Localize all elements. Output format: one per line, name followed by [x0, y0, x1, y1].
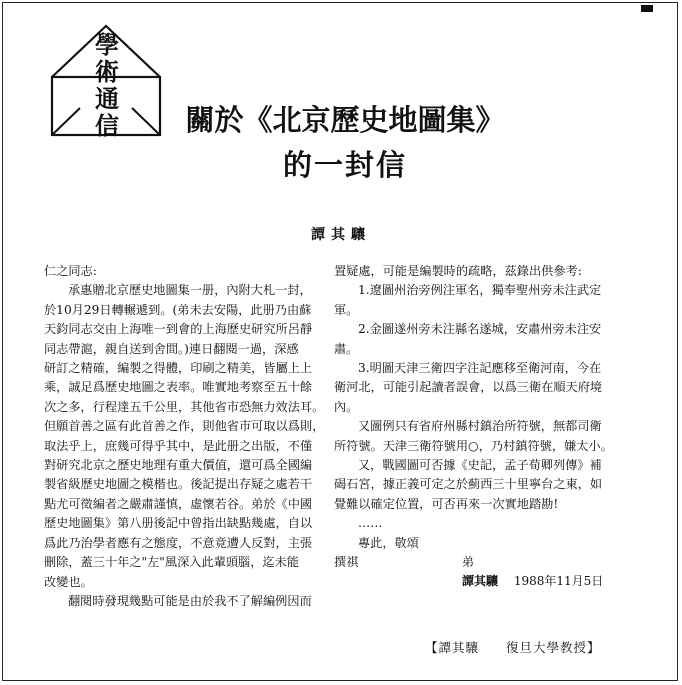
text-line: 軍。 [334, 302, 359, 317]
signature-name: 譚其驤 [462, 574, 499, 588]
signature-block [462, 553, 603, 591]
text-line: 內。 [334, 399, 359, 414]
list-item: 2.金圖遂州旁未注縣名遂城，安肅州旁未注安 [358, 322, 602, 337]
left-column [44, 262, 325, 611]
text-line: 覺難以確定位置，可否再來一次實地踏勘! [334, 496, 559, 511]
text-line: 點尤可徵編者之嚴肅謹慎，虛懷若谷。弟於《中國 [44, 496, 313, 511]
text-line: 但願首善之區有此首善之作，則他省市可取以爲則， [44, 419, 325, 434]
closing-wish: 撰祺 [334, 555, 359, 570]
academic-correspondence-logo [50, 22, 165, 142]
corner-mark [641, 5, 653, 12]
text-line: 肅。 [334, 341, 359, 356]
salutation: 仁之同志: [44, 264, 97, 278]
text-line: 天鈞同志交由上海唯一到會的上海歷史研究所呂靜 [44, 322, 313, 337]
text-line: 又，戰國圖可否據《史記，孟子荀卿列傳》補 [358, 458, 602, 473]
logo-char: 信 [95, 112, 119, 140]
signature-line [462, 572, 603, 591]
text-line: 對研究北京之歷史地理有重大價值，還可爲全國編 [44, 458, 313, 473]
closing-phrase: 專此，敬頌 [358, 535, 419, 550]
author-affiliation-footer: 【譚其驤 復旦大學教授】 [425, 640, 601, 655]
list-item: 1.遼圖州治旁例注軍名，獨奉聖州旁未注武定 [358, 283, 602, 298]
text-line: 爲此乃治學者應有之態度，不意竟遭人反對，主張 [44, 535, 313, 550]
text-line: 研訂之精確，編製之得體，印刷之精美，皆屬上上 [44, 361, 313, 376]
text-line: 歷史地圖集》第八册後記中曾指出缺點幾處，自以 [44, 516, 313, 531]
text-line: 同志帶滬，親自送到舍間。)連日翻閱一過，深感 [44, 341, 299, 356]
logo-text [86, 32, 128, 140]
text-line: 又圖例只有省府州縣村鎮治所符號，無都司衛 [358, 419, 602, 434]
text-line: 承惠贈北京歷史地圖集一册，內附大札一封， [68, 283, 312, 298]
right-column [334, 262, 613, 573]
text-line: 取法乎上，庶幾可得乎其中，是此册之出版，不僅 [44, 438, 313, 453]
list-item: 3.明圖天津三衛四字注記應移至衛河南，今在 [358, 361, 602, 376]
text-line: 製省級歷史地圖之模楷也。後記提出存疑之處若干 [44, 477, 313, 492]
logo-char: 學 [95, 31, 119, 59]
signature-date: 1988年11月5日 [513, 574, 604, 588]
text-line: 碣石宮，據正義可定之於薊西三十里寧台之東，如 [334, 477, 603, 492]
text-line: 置疑處，可能是編製時的疏略，茲錄出供參考: [334, 264, 582, 278]
signature-prefix: 弟 [462, 555, 475, 569]
text-line: 刪除，蓋三十年之"左"風深入此輩頭腦，迄未能 [44, 555, 299, 570]
text-line: 於10月29日轉輾遞到。(弟未去安陽，此册乃由蘇 [44, 302, 312, 317]
text-line: 乘，誠足爲歷史地圖之表率。唯實地考察至五十餘 [44, 380, 313, 395]
article-title-line1: 關於《北京歷史地圖集》 [185, 103, 505, 137]
article-title-line2: 的一封信 [282, 148, 407, 182]
text-line: 次之多，行程達五千公里，其他省市恐無力效法耳。 [44, 399, 325, 414]
ellipsis: …… [358, 516, 383, 531]
text-line: 改變也。 [44, 574, 93, 589]
text-line: 翻閱時發現幾點可能是由於我不了解編例因而 [68, 593, 312, 608]
logo-char: 通 [95, 85, 119, 113]
logo-char: 術 [95, 58, 119, 86]
text-line: 衛河北，可能引起讀者誤會，以爲三衛在順天府境 [334, 380, 603, 395]
author-byline: 譚其驤 [311, 227, 371, 243]
text-line: 所符號。天津三衛符號用○，乃村鎮符號，嫌太小。 [334, 438, 613, 453]
